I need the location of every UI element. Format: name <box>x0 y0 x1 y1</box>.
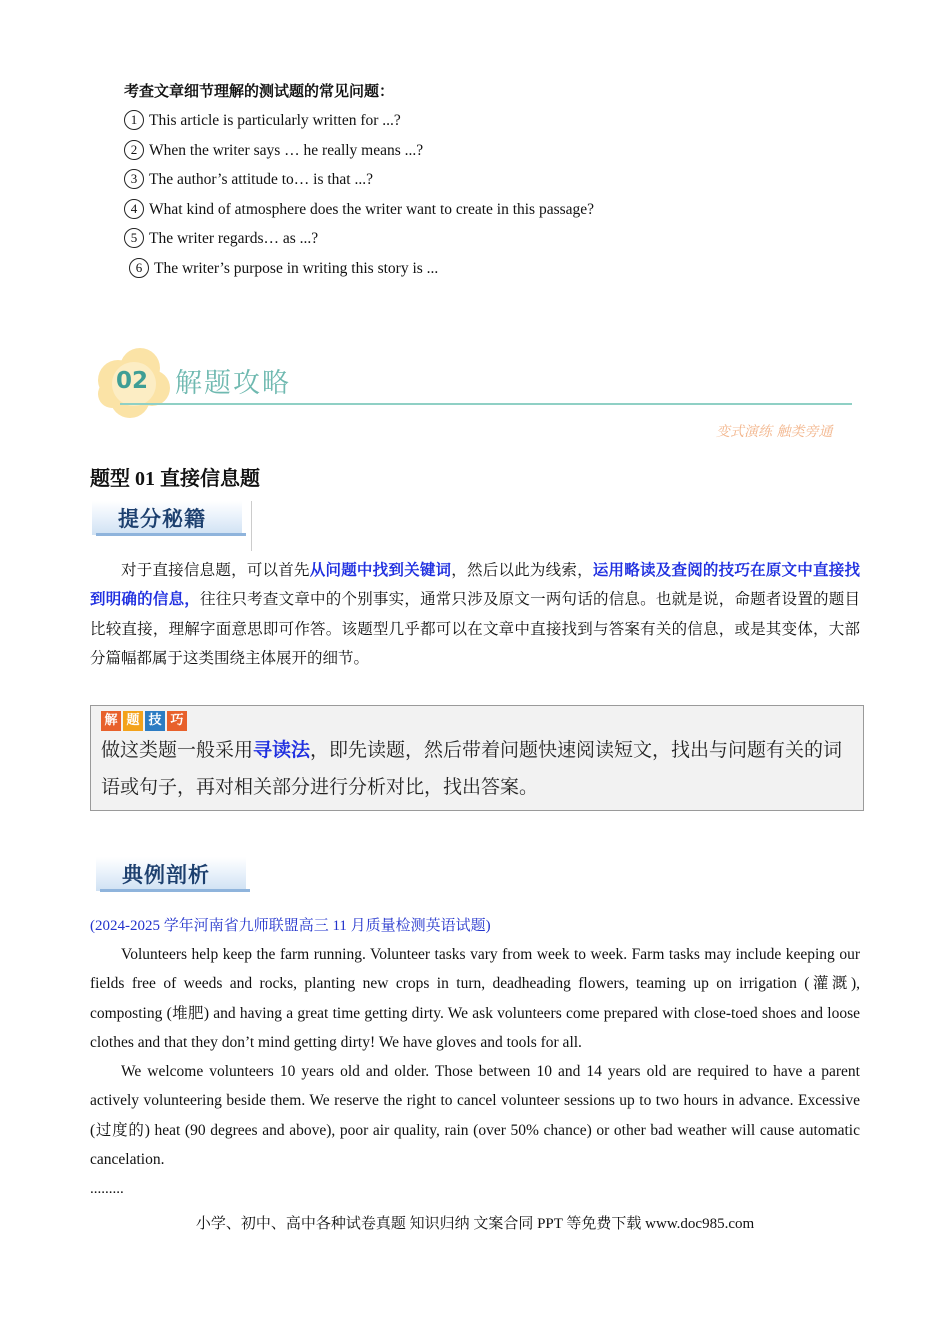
tip-tag: 题 <box>123 711 143 731</box>
intro-text-part: ，然后以此为线索， <box>451 562 593 579</box>
question-text: The writer’s purpose in writing this story is ... <box>154 259 439 277</box>
tip-text <box>101 732 857 806</box>
question-item <box>124 136 594 166</box>
question-item <box>124 224 594 254</box>
banner-divider <box>120 403 852 405</box>
badge-underline <box>100 889 250 892</box>
passage-paragraph: Volunteers help keep the farm running. Volunteer tasks vary from week to week. Farm tasks may include keeping our fields free of weeds and rocks, planting new crops in turn, deadheading flowers, teaming up on irrigation (灌溉), composting (堆肥) and having a great time getting dirty. We ask volunteers come prepared with close-toed shoes and loose clothes and that they don’t mind getting dirty! We have gloves and tools for all. <box>90 946 860 1051</box>
intro-text <box>90 556 860 673</box>
banner-number: 02 <box>116 368 149 394</box>
question-item <box>124 165 594 195</box>
badge-label: 提分秘籍 <box>118 507 206 531</box>
banner-tagline: 变式演练 触类旁通 <box>716 424 833 440</box>
tips-badge <box>92 501 254 535</box>
tip-tags <box>101 711 187 731</box>
tip-tag: 巧 <box>167 711 187 731</box>
question-text: The author’s attitude to… is that ...? <box>149 171 373 189</box>
passage-paragraph: We welcome volunteers 10 years old and older. Those between 10 and 14 years old are required to have a parent actively volunteering beside them. We reserve the right to cancel volunteer sessions up to two hours in advance. Excessive (过度的) heat (90 degrees and above), poor air quality, rain (over 50% chance) or other bad weather will cause automatic cancelation. <box>90 1063 860 1169</box>
intro-text-part: 对于直接信息题，可以首先 <box>121 562 310 579</box>
tip-tag: 解 <box>101 711 121 731</box>
section-title: 题型 01 直接信息题 <box>90 468 260 490</box>
ellipsis: ......... <box>90 1181 124 1197</box>
intro-highlight: 运用略读及查阅的技巧在原文中直接找到明确的信息， <box>90 562 860 609</box>
tip-text-part: 做这类题一般采用 <box>101 739 254 761</box>
circled-number: 3 <box>124 169 144 189</box>
example-badge <box>96 857 250 891</box>
tip-tag: 技 <box>145 711 165 731</box>
intro-paragraph <box>90 556 860 673</box>
question-text: When the writer says … he really means ...? <box>149 141 424 159</box>
question-list <box>124 106 594 284</box>
question-text: The writer regards… as ...? <box>149 230 319 248</box>
question-item <box>124 106 594 136</box>
intro-text-part: 往往只考查文章中的个别事实，通常只涉及原文一两句话的信息。也就是说，命题者设置的题目比较直接，理解字面意思即可作答。该题型几乎都可以在文章中直接找到与答案有关的信息，或是其变体，大部分篇幅都属于这类围绕主体展开的细节。 <box>90 591 860 667</box>
circled-number: 4 <box>124 199 144 219</box>
badge-label: 典例剖析 <box>122 863 210 887</box>
questions-title: 考查文章细节理解的测试题的常见问题： <box>124 84 395 100</box>
circled-number: 2 <box>124 140 144 160</box>
banner-title: 解题攻略 <box>175 368 291 399</box>
question-text: What kind of atmosphere does the writer want to create in this passage? <box>149 200 595 218</box>
question-text: This article is particularly written for ...? <box>149 112 401 129</box>
circled-number: 1 <box>124 110 144 130</box>
intro-highlight: 从问题中找到关键词 <box>309 562 452 579</box>
badge-underline <box>96 533 246 536</box>
passage <box>90 940 860 1174</box>
circled-number: 6 <box>129 258 149 278</box>
tip-text-part: ，即先读题，然后带着问题快速阅读短文，找出与问题有关的词语或句子，再对相关部分进行分析对比，找出答案。 <box>101 739 843 798</box>
badge-divider <box>251 501 252 551</box>
question-item <box>124 254 594 284</box>
tip-highlight: 寻读法 <box>253 739 311 761</box>
tip-box <box>90 705 864 811</box>
circled-number: 5 <box>124 228 144 248</box>
page-footer: 小学、初中、高中各种试卷真题 知识归纳 文案合同 PPT 等免费下载 www.doc985.com <box>195 1216 755 1232</box>
source-citation: (2024-2025 学年河南省九师联盟高三 11 月质量检测英语试题) <box>90 918 491 934</box>
question-item <box>124 195 594 225</box>
